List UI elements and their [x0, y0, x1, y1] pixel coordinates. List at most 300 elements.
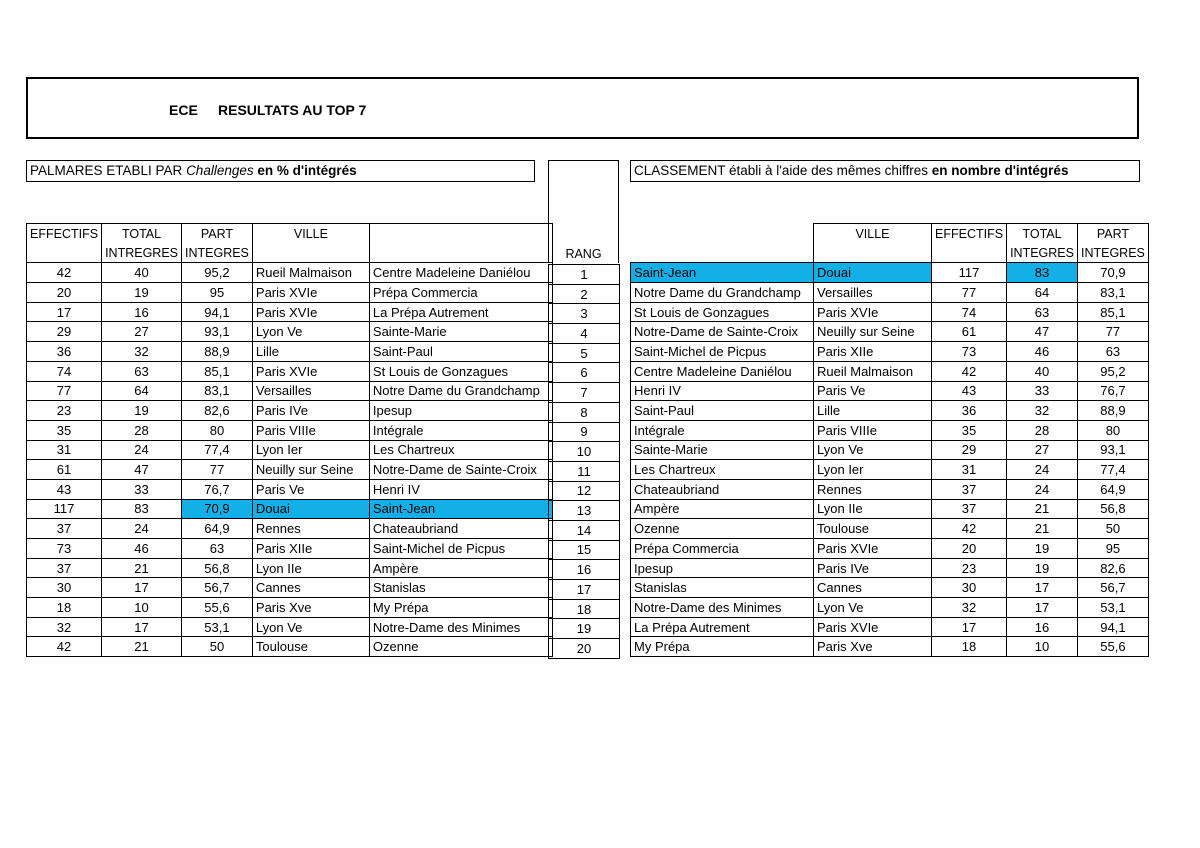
ecole-cell: La Prépa Autrement	[631, 617, 814, 637]
rank-cell: 8	[549, 402, 620, 422]
effectifs-cell: 18	[932, 637, 1007, 657]
ville-cell: Douai	[814, 263, 932, 283]
left-caption-italic: Challenges	[186, 163, 254, 178]
part-cell: 77	[1077, 322, 1148, 342]
part-cell: 95	[182, 283, 253, 303]
part-cell: 56,7	[1077, 578, 1148, 598]
effectifs-cell: 117	[27, 499, 102, 519]
ecole-cell: Notre Dame du Grandchamp	[631, 283, 814, 303]
table-row	[27, 283, 553, 303]
ecole-cell: Stanislas	[631, 578, 814, 598]
rank-cell: 3	[549, 304, 620, 324]
effectifs-cell: 30	[27, 578, 102, 598]
effectifs-cell: 43	[27, 479, 102, 499]
rank-cell: 13	[549, 501, 620, 521]
rank-cell: 9	[549, 422, 620, 442]
table-row	[27, 263, 553, 283]
table-row	[631, 283, 1149, 303]
ecole-cell: Ampère	[631, 499, 814, 519]
effectifs-cell: 117	[932, 263, 1007, 283]
part-cell: 63	[182, 539, 253, 559]
effectifs-cell: 35	[932, 420, 1007, 440]
total-cell: 27	[1007, 440, 1078, 460]
ecole-cell: Notre-Dame des Minimes	[369, 617, 552, 637]
part-cell: 94,1	[182, 302, 253, 322]
ecole-cell: Sainte-Marie	[631, 440, 814, 460]
right-table-caption	[630, 160, 1140, 182]
part-cell: 93,1	[182, 322, 253, 342]
part-cell: 95,2	[182, 263, 253, 283]
table-row	[549, 560, 620, 580]
effectifs-cell: 74	[932, 302, 1007, 322]
total-cell: 64	[1007, 283, 1078, 303]
rank-cell: 5	[549, 343, 620, 363]
table-row	[27, 342, 553, 362]
ecole-cell: Ozenne	[369, 637, 552, 657]
total-cell: 63	[1007, 302, 1078, 322]
effectifs-cell: 31	[27, 440, 102, 460]
table-row	[549, 599, 620, 619]
left-table-caption	[26, 160, 535, 182]
left-header-part-sub: INTEGRES	[182, 243, 253, 263]
total-cell: 24	[102, 440, 182, 460]
effectifs-cell: 37	[27, 558, 102, 578]
left-header-part: PART	[182, 224, 253, 244]
table-row	[27, 460, 553, 480]
part-cell: 76,7	[1077, 381, 1148, 401]
part-cell: 63	[1077, 342, 1148, 362]
ville-cell: Lyon Ve	[252, 617, 369, 637]
rank-cell: 20	[549, 639, 620, 659]
right-header-part-sub: INTEGRES	[1077, 243, 1148, 263]
table-row	[27, 637, 553, 657]
ecole-cell: Ipesup	[369, 401, 552, 421]
effectifs-cell: 17	[932, 617, 1007, 637]
ecole-cell: Stanislas	[369, 578, 552, 598]
total-cell: 24	[1007, 460, 1078, 480]
rank-cell: 11	[549, 461, 620, 481]
ecole-cell: Notre-Dame de Sainte-Croix	[631, 322, 814, 342]
effectifs-cell: 36	[932, 401, 1007, 421]
effectifs-cell: 73	[932, 342, 1007, 362]
ville-cell: Paris XVIe	[814, 617, 932, 637]
ecole-cell: Chateaubriand	[369, 519, 552, 539]
effectifs-cell: 31	[932, 460, 1007, 480]
rank-cell: 17	[549, 580, 620, 600]
effectifs-cell: 18	[27, 598, 102, 618]
part-cell: 50	[182, 637, 253, 657]
total-cell: 16	[1007, 617, 1078, 637]
ecole-cell: Saint-Jean	[369, 499, 552, 519]
total-cell: 19	[102, 401, 182, 421]
ecole-cell: Saint-Paul	[631, 401, 814, 421]
page-title: RESULTATS AU TOP 7	[218, 102, 367, 118]
effectifs-cell: 23	[27, 401, 102, 421]
part-cell: 76,7	[182, 479, 253, 499]
table-row	[549, 284, 620, 304]
ville-cell: Lyon Ve	[814, 598, 932, 618]
rank-cell: 18	[549, 599, 620, 619]
table-row	[27, 598, 553, 618]
ville-cell: Paris XIIe	[252, 539, 369, 559]
part-cell: 95	[1077, 539, 1148, 559]
ecole-cell: My Prépa	[369, 598, 552, 618]
rank-cell: 7	[549, 383, 620, 403]
ville-cell: Cannes	[252, 578, 369, 598]
table-row	[27, 499, 553, 519]
ville-cell: Lyon Ve	[252, 322, 369, 342]
total-cell: 10	[102, 598, 182, 618]
ville-cell: Versailles	[814, 283, 932, 303]
table-row	[631, 420, 1149, 440]
table-row	[549, 520, 620, 540]
table-row	[631, 381, 1149, 401]
rank-cell: 12	[549, 481, 620, 501]
effectifs-cell: 61	[27, 460, 102, 480]
ecole-cell: Saint-Paul	[369, 342, 552, 362]
table-row	[27, 302, 553, 322]
left-ranking-table	[26, 223, 553, 657]
ecole-cell: Saint-Jean	[631, 263, 814, 283]
part-cell: 82,6	[1077, 558, 1148, 578]
ville-cell: Neuilly sur Seine	[252, 460, 369, 480]
left-header-total: TOTAL	[102, 224, 182, 244]
right-header-total-sub: INTEGRES	[1007, 243, 1078, 263]
ville-cell: Paris XVIe	[814, 302, 932, 322]
table-row	[27, 420, 553, 440]
total-cell: 17	[1007, 578, 1078, 598]
ecole-cell: Ipesup	[631, 558, 814, 578]
part-cell: 93,1	[1077, 440, 1148, 460]
effectifs-cell: 37	[27, 519, 102, 539]
table-row	[631, 499, 1149, 519]
effectifs-cell: 23	[932, 558, 1007, 578]
ville-cell: Paris XVIe	[252, 302, 369, 322]
table-row	[27, 401, 553, 421]
right-header-part: PART	[1077, 224, 1148, 244]
ecole-cell: Intégrale	[631, 420, 814, 440]
part-cell: 50	[1077, 519, 1148, 539]
part-cell: 70,9	[182, 499, 253, 519]
part-cell: 80	[182, 420, 253, 440]
total-cell: 10	[1007, 637, 1078, 657]
effectifs-cell: 42	[932, 519, 1007, 539]
ecole-cell: St Louis de Gonzagues	[631, 302, 814, 322]
table-row	[631, 302, 1149, 322]
total-cell: 64	[102, 381, 182, 401]
total-cell: 46	[1007, 342, 1078, 362]
rank-table	[548, 264, 620, 659]
part-cell: 94,1	[1077, 617, 1148, 637]
table-row	[549, 442, 620, 462]
effectifs-cell: 20	[932, 539, 1007, 559]
part-cell: 55,6	[182, 598, 253, 618]
total-cell: 28	[102, 420, 182, 440]
ecole-cell: Intégrale	[369, 420, 552, 440]
part-cell: 77,4	[182, 440, 253, 460]
table-row	[27, 558, 553, 578]
total-cell: 33	[102, 479, 182, 499]
ecole-cell: Chateaubriand	[631, 479, 814, 499]
ville-cell: Paris IVe	[814, 558, 932, 578]
total-cell: 21	[102, 558, 182, 578]
rank-cell: 1	[549, 265, 620, 285]
effectifs-cell: 37	[932, 499, 1007, 519]
part-cell: 88,9	[182, 342, 253, 362]
ville-cell: Lyon Ier	[252, 440, 369, 460]
ecole-cell: Saint-Michel de Picpus	[369, 539, 552, 559]
total-cell: 17	[1007, 598, 1078, 618]
left-header-ecole	[369, 224, 552, 244]
effectifs-cell: 77	[27, 381, 102, 401]
total-cell: 83	[1007, 263, 1078, 283]
rank-cell: 16	[549, 560, 620, 580]
effectifs-cell: 73	[27, 539, 102, 559]
effectifs-cell: 29	[932, 440, 1007, 460]
ville-cell: Paris XIIe	[814, 342, 932, 362]
total-cell: 40	[1007, 361, 1078, 381]
table-row	[27, 519, 553, 539]
ville-cell: Lyon IIe	[252, 558, 369, 578]
ecole-cell: Notre-Dame de Sainte-Croix	[369, 460, 552, 480]
right-caption-prefix: CLASSEMENT établi à l'aide des mêmes chiffres	[634, 163, 932, 178]
ville-cell: Lyon Ve	[814, 440, 932, 460]
rank-cell: 6	[549, 363, 620, 383]
ecole-cell: My Prépa	[631, 637, 814, 657]
table-row	[27, 539, 553, 559]
total-cell: 19	[1007, 558, 1078, 578]
total-cell: 21	[1007, 499, 1078, 519]
table-row	[549, 422, 620, 442]
table-row	[27, 479, 553, 499]
ecole-cell: Henri IV	[369, 479, 552, 499]
total-cell: 19	[102, 283, 182, 303]
effectifs-cell: 42	[27, 637, 102, 657]
total-cell: 40	[102, 263, 182, 283]
part-cell: 83,1	[182, 381, 253, 401]
ville-cell: Paris XVIe	[252, 361, 369, 381]
ecole-cell: St Louis de Gonzagues	[369, 361, 552, 381]
ville-cell: Cannes	[814, 578, 932, 598]
effectifs-cell: 32	[27, 617, 102, 637]
ecole-cell: Centre Madeleine Daniélou	[631, 361, 814, 381]
table-row	[549, 265, 620, 285]
ville-cell: Lyon IIe	[814, 499, 932, 519]
ecole-cell: Prépa Commercia	[631, 539, 814, 559]
ville-cell: Paris Xve	[252, 598, 369, 618]
effectifs-cell: 42	[932, 361, 1007, 381]
left-header-ville: VILLE	[252, 224, 369, 244]
table-row	[631, 598, 1149, 618]
effectifs-cell: 61	[932, 322, 1007, 342]
table-row	[27, 381, 553, 401]
effectifs-cell: 42	[27, 263, 102, 283]
ville-cell: Toulouse	[814, 519, 932, 539]
ville-cell: Paris Ve	[252, 479, 369, 499]
ville-cell: Lille	[814, 401, 932, 421]
table-row	[549, 304, 620, 324]
effectifs-cell: 37	[932, 479, 1007, 499]
table-row	[549, 402, 620, 422]
effectifs-cell: 29	[27, 322, 102, 342]
ecole-cell: La Prépa Autrement	[369, 302, 552, 322]
rank-cell: 15	[549, 540, 620, 560]
ecole-cell: Sainte-Marie	[369, 322, 552, 342]
total-cell: 47	[1007, 322, 1078, 342]
table-row	[549, 580, 620, 600]
ecole-cell: Ozenne	[631, 519, 814, 539]
table-row	[631, 361, 1149, 381]
part-cell: 70,9	[1077, 263, 1148, 283]
part-cell: 77	[182, 460, 253, 480]
part-cell: 80	[1077, 420, 1148, 440]
right-header-effectifs: EFFECTIFS	[932, 224, 1007, 244]
table-row	[631, 342, 1149, 362]
table-row	[549, 619, 620, 639]
ville-cell: Paris VIIIe	[814, 420, 932, 440]
ville-cell: Lille	[252, 342, 369, 362]
table-row	[549, 324, 620, 344]
effectifs-cell: 32	[932, 598, 1007, 618]
total-cell: 63	[102, 361, 182, 381]
table-row	[631, 440, 1149, 460]
table-row	[631, 460, 1149, 480]
ville-cell: Rueil Malmaison	[814, 361, 932, 381]
ville-cell: Paris Xve	[814, 637, 932, 657]
rang-header: RANG	[565, 247, 602, 261]
rank-cell: 10	[549, 442, 620, 462]
total-cell: 24	[102, 519, 182, 539]
table-row	[631, 578, 1149, 598]
left-caption-bold: en % d'intégrés	[253, 163, 357, 178]
table-row	[549, 343, 620, 363]
rank-cell: 2	[549, 284, 620, 304]
table-row	[631, 263, 1149, 283]
school-name: ECE	[169, 102, 198, 118]
ecole-cell: Les Chartreux	[369, 440, 552, 460]
ville-cell: Rennes	[814, 479, 932, 499]
ecole-cell: Centre Madeleine Daniélou	[369, 263, 552, 283]
total-cell: 32	[102, 342, 182, 362]
ecole-cell: Notre-Dame des Minimes	[631, 598, 814, 618]
part-cell: 77,4	[1077, 460, 1148, 480]
part-cell: 56,8	[1077, 499, 1148, 519]
part-cell: 83,1	[1077, 283, 1148, 303]
ville-cell: Lyon Ier	[814, 460, 932, 480]
total-cell: 17	[102, 578, 182, 598]
ecole-cell: Saint-Michel de Picpus	[631, 342, 814, 362]
table-row	[27, 440, 553, 460]
ecole-cell: Les Chartreux	[631, 460, 814, 480]
total-cell: 83	[102, 499, 182, 519]
ville-cell: Paris XVIe	[252, 283, 369, 303]
table-row	[631, 617, 1149, 637]
rank-cell: 19	[549, 619, 620, 639]
ville-cell: Rueil Malmaison	[252, 263, 369, 283]
ville-cell: Neuilly sur Seine	[814, 322, 932, 342]
right-header-total: TOTAL	[1007, 224, 1078, 244]
left-header-effectifs: EFFECTIFS	[27, 224, 102, 244]
total-cell: 47	[102, 460, 182, 480]
table-row	[549, 481, 620, 501]
total-cell: 32	[1007, 401, 1078, 421]
total-cell: 28	[1007, 420, 1078, 440]
table-row	[27, 361, 553, 381]
part-cell: 64,9	[182, 519, 253, 539]
ville-cell: Douai	[252, 499, 369, 519]
table-row	[27, 617, 553, 637]
part-cell: 55,6	[1077, 637, 1148, 657]
table-row	[631, 479, 1149, 499]
rank-cell: 14	[549, 520, 620, 540]
effectifs-cell: 36	[27, 342, 102, 362]
total-cell: 21	[102, 637, 182, 657]
ville-cell: Paris IVe	[252, 401, 369, 421]
table-row	[27, 322, 553, 342]
right-caption-bold: en nombre d'intégrés	[931, 163, 1069, 178]
right-header-ville: VILLE	[814, 224, 932, 244]
ville-cell: Versailles	[252, 381, 369, 401]
rang-header-frame	[548, 160, 619, 263]
table-row	[549, 639, 620, 659]
total-cell: 19	[1007, 539, 1078, 559]
ecole-cell: Prépa Commercia	[369, 283, 552, 303]
table-row	[549, 383, 620, 403]
rank-cell: 4	[549, 324, 620, 344]
table-row	[549, 501, 620, 521]
part-cell: 64,9	[1077, 479, 1148, 499]
table-row	[631, 322, 1149, 342]
part-cell: 53,1	[182, 617, 253, 637]
effectifs-cell: 30	[932, 578, 1007, 598]
effectifs-cell: 20	[27, 283, 102, 303]
ville-cell: Paris VIIIe	[252, 420, 369, 440]
total-cell: 16	[102, 302, 182, 322]
total-cell: 17	[102, 617, 182, 637]
effectifs-cell: 35	[27, 420, 102, 440]
part-cell: 82,6	[182, 401, 253, 421]
effectifs-cell: 74	[27, 361, 102, 381]
part-cell: 88,9	[1077, 401, 1148, 421]
table-row	[631, 401, 1149, 421]
part-cell: 85,1	[1077, 302, 1148, 322]
part-cell: 85,1	[182, 361, 253, 381]
table-row	[631, 519, 1149, 539]
total-cell: 24	[1007, 479, 1078, 499]
part-cell: 56,8	[182, 558, 253, 578]
table-row	[549, 540, 620, 560]
ecole-cell: Henri IV	[631, 381, 814, 401]
ville-cell: Rennes	[252, 519, 369, 539]
total-cell: 21	[1007, 519, 1078, 539]
ecole-cell: Ampère	[369, 558, 552, 578]
total-cell: 46	[102, 539, 182, 559]
effectifs-cell: 77	[932, 283, 1007, 303]
title-box	[26, 77, 1139, 139]
left-header-total-sub: INTREGRES	[102, 243, 182, 263]
ville-cell: Paris Ve	[814, 381, 932, 401]
ecole-cell: Notre Dame du Grandchamp	[369, 381, 552, 401]
table-row	[631, 558, 1149, 578]
right-ranking-table	[630, 223, 1149, 657]
table-row	[27, 578, 553, 598]
ville-cell: Toulouse	[252, 637, 369, 657]
table-row	[631, 637, 1149, 657]
total-cell: 27	[102, 322, 182, 342]
part-cell: 95,2	[1077, 361, 1148, 381]
table-row	[631, 539, 1149, 559]
left-caption-prefix: PALMARES ETABLI PAR	[30, 163, 187, 178]
